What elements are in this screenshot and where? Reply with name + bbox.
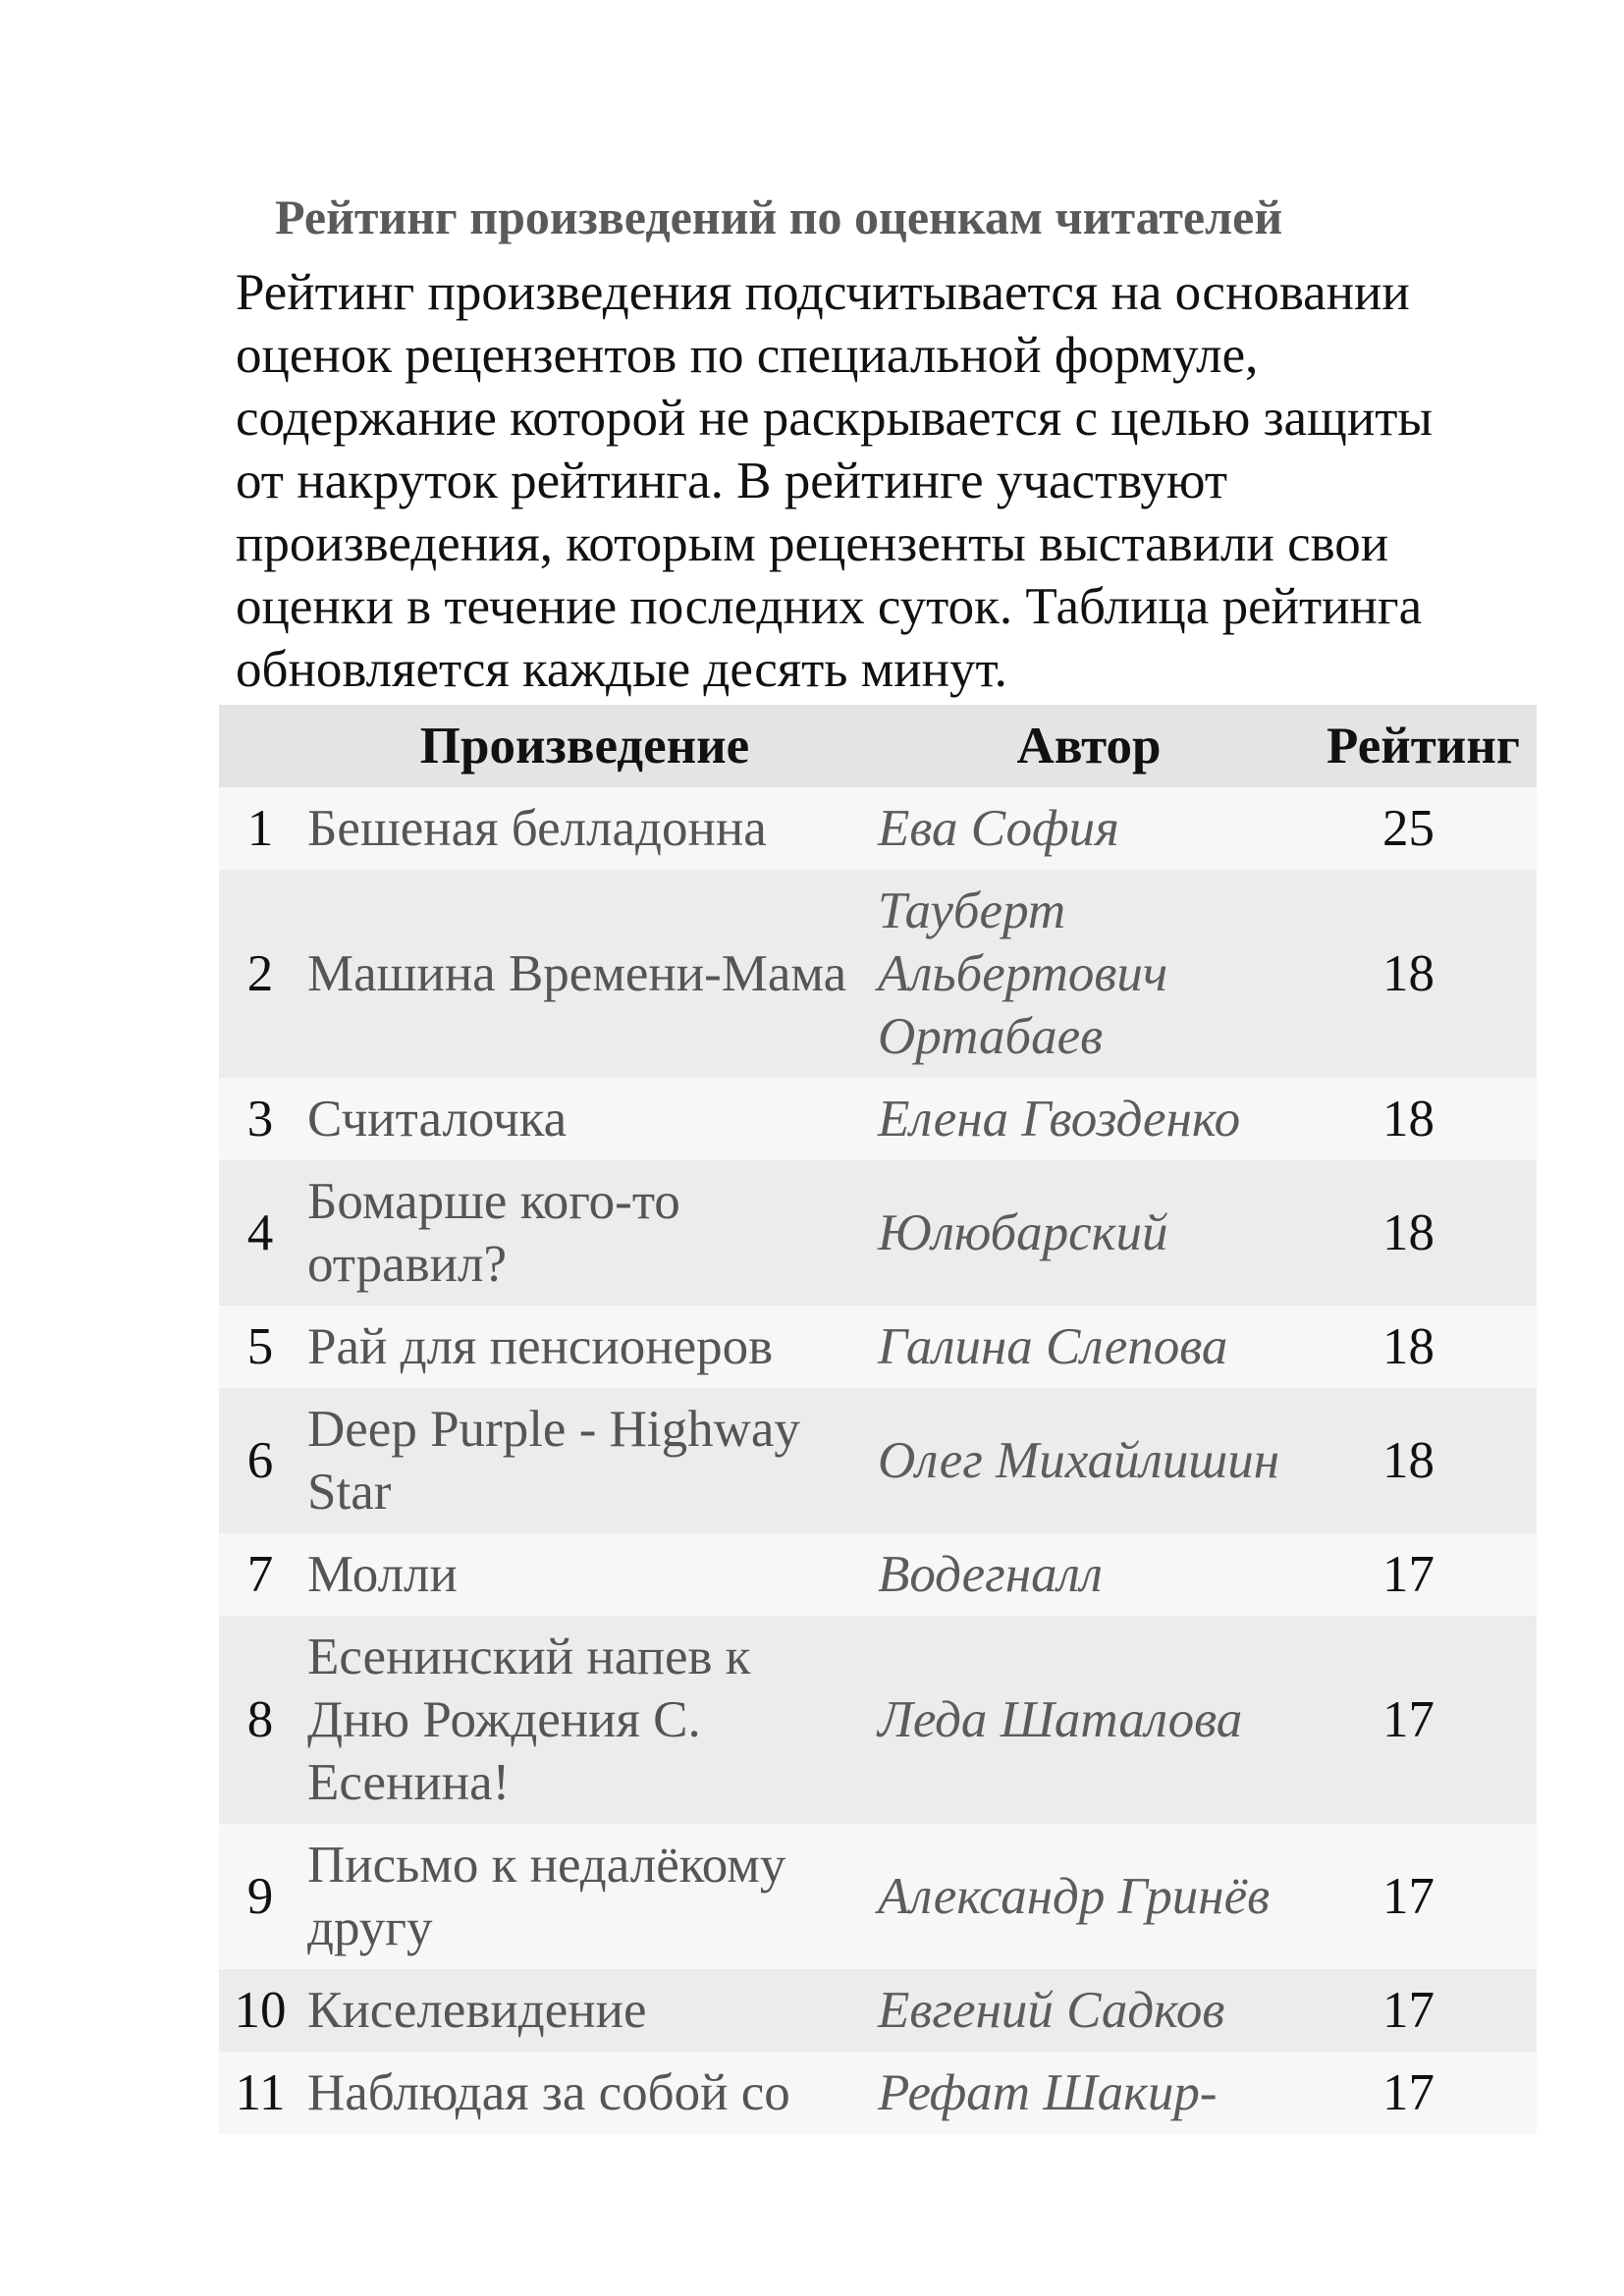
intro-line: содержание которой не раскрывается с целью защиты — [236, 390, 1433, 447]
rating-value: 18 — [1310, 1388, 1537, 1533]
work-title: Наблюдая за собой со — [301, 2052, 868, 2134]
rating-value: 17 — [1310, 1824, 1537, 1969]
row-number: 7 — [219, 1533, 301, 1616]
row-number: 5 — [219, 1306, 301, 1388]
intro-line: от накруток рейтинга. В рейтинге участвуют — [236, 453, 1227, 509]
row-number: 11 — [219, 2052, 301, 2134]
header-author: Автор — [868, 705, 1310, 787]
rating-value: 17 — [1310, 1533, 1537, 1616]
table-row — [219, 787, 1537, 870]
author-name: Тауберт Альбертович Ортабаев — [868, 870, 1310, 1078]
author-name: Евгений Садков — [868, 1969, 1310, 2052]
rating-table — [219, 705, 1537, 2134]
row-number: 10 — [219, 1969, 301, 2052]
intro-line: оценки в течение последних суток. Таблица рейтинга — [236, 578, 1423, 635]
intro-line: Рейтинг произведения подсчитывается на основании — [236, 264, 1410, 321]
work-title: Бомарше кого-то отравил? — [301, 1160, 868, 1306]
table-row — [219, 1533, 1537, 1616]
author-name: Ева София — [868, 787, 1310, 870]
table-row — [219, 1078, 1537, 1160]
author-name: Елена Гвозденко — [868, 1078, 1310, 1160]
work-title: Считалочка — [301, 1078, 868, 1160]
work-title: Киселевидение — [301, 1969, 868, 2052]
row-number: 9 — [219, 1824, 301, 1969]
rating-value: 17 — [1310, 2052, 1537, 2134]
work-title: Есенинский напев к Дню Рождения С. Есенина! — [301, 1616, 868, 1824]
rating-value: 18 — [1310, 1160, 1537, 1306]
table-row — [219, 1824, 1537, 1969]
author-name: Олег Михайлишин — [868, 1388, 1310, 1533]
intro-line: произведения, которым рецензенты выставили свои — [236, 515, 1389, 572]
row-number: 1 — [219, 787, 301, 870]
author-name: Александр Гринёв — [868, 1824, 1310, 1969]
row-number: 8 — [219, 1616, 301, 1824]
table-row — [219, 1306, 1537, 1388]
row-number: 3 — [219, 1078, 301, 1160]
row-number: 2 — [219, 870, 301, 1078]
rating-value: 25 — [1310, 787, 1537, 870]
rating-value: 17 — [1310, 1616, 1537, 1824]
table-row — [219, 1969, 1537, 2052]
row-number: 6 — [219, 1388, 301, 1533]
header-rating: Рейтинг — [1310, 705, 1537, 787]
intro-line: обновляется каждые десять минут. — [236, 641, 1007, 698]
intro-line: оценок рецензентов по специальной формуле, — [236, 327, 1259, 384]
author-name: Рефат Шакир- — [868, 2052, 1310, 2134]
rating-value: 17 — [1310, 1969, 1537, 2052]
table-row — [219, 870, 1537, 1078]
work-title: Молли — [301, 1533, 868, 1616]
header-number — [219, 705, 301, 787]
author-name: Юлюбарский — [868, 1160, 1310, 1306]
table-header-row — [219, 705, 1537, 787]
header-work: Произведение — [301, 705, 868, 787]
author-name: Галина Слепова — [868, 1306, 1310, 1388]
work-title: Бешеная белладонна — [301, 787, 868, 870]
row-number: 4 — [219, 1160, 301, 1306]
author-name: Водегналл — [868, 1533, 1310, 1616]
work-title: Deep Purple - Highway Star — [301, 1388, 868, 1533]
table-row — [219, 1616, 1537, 1824]
table-row — [219, 1388, 1537, 1533]
rating-value: 18 — [1310, 870, 1537, 1078]
work-title: Письмо к недалёкому другу — [301, 1824, 868, 1969]
table-row — [219, 1160, 1537, 1306]
rating-value: 18 — [1310, 1078, 1537, 1160]
intro-paragraph — [236, 261, 1542, 701]
page-title: Рейтинг произведений по оценкам читателей — [275, 189, 1283, 244]
author-name: Леда Шаталова — [868, 1616, 1310, 1824]
table-row — [219, 2052, 1537, 2134]
rating-value: 18 — [1310, 1306, 1537, 1388]
work-title: Машина Времени-Мама — [301, 870, 868, 1078]
work-title: Рай для пенсионеров — [301, 1306, 868, 1388]
